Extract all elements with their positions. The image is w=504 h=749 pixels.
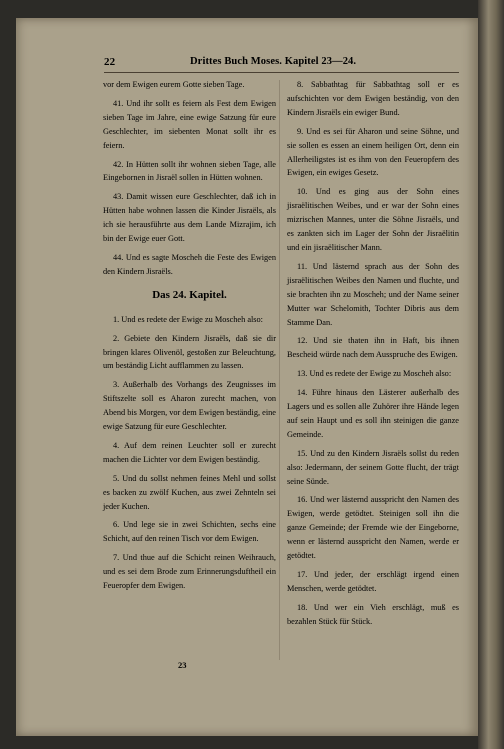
left-column [103, 78, 276, 598]
verse-paragraph: vor dem Ewigen eurem Gotte sieben Tage. [103, 80, 245, 89]
running-header [104, 56, 460, 76]
verse-paragraph: 43. Damit wissen eure Geschlechter, daß ich in Hütten habe wohnen lassen die Kinder Jisraëls, als ich sie herausführte aus dem Lande Mizrajim, ich bin der Ewige euer Gott. [103, 192, 276, 244]
verse-paragraph: 2. Gebiete den Kindern Jisraëls, daß sie dir bringen klares Olivenöl, gestoßen zur Beleuchtung, um beständig Licht aufflammen zu lassen. [103, 333, 276, 371]
verse-paragraph: 16. Und wer lästernd ausspricht den Namen des Ewigen, werde getödtet. Steinigen soll ihn die ganze Gemeinde; der Fremde wie der Eingeborne, wenn er lästernd ausspricht den Namen, werde er getödtet. [287, 495, 459, 561]
verse-paragraph: 4. Auf dem reinen Leuchter soll er zurecht machen die Lichter vor dem Ewigen beständig. [103, 440, 276, 464]
book-binding-edge [478, 0, 504, 749]
verse-paragraph: 42. In Hütten sollt ihr wohnen sieben Tage, alle Eingebornen in Jisraël sollen in Hütten wohnen. [103, 159, 276, 183]
verse-paragraph: 13. Und es redete der Ewige zu Moscheh also: [297, 369, 452, 379]
verse-paragraph: 41. Und ihr sollt es feiern als Fest dem Ewigen sieben Tage im Jahre, eine ewige Satzung für eure Geschlechter, im siebenten Monat sollt ihr es feiern. [103, 98, 276, 150]
verse-paragraph: 44. Und es sagte Moscheh die Feste des Ewigen den Kindern Jisraëls. [103, 252, 276, 276]
verse-paragraph: 15. Und zu den Kindern Jisraëls sollst du reden also: Jedermann, der seinem Gotte flucht, der trägt seine Sünde. [287, 448, 459, 486]
chapter-heading: Das 24. Kapitel. [152, 288, 227, 301]
column-divider [279, 80, 280, 660]
header-rule [104, 72, 459, 73]
verse-paragraph: 8. Sabbathtag für Sabbathtag soll er es aufschichten vor dem Ewigen beständig, von den Kindern Jisraëls ein ewiger Bund. [287, 80, 459, 117]
verse-paragraph: 6. Und lege sie in zwei Schichten, sechs eine Schicht, auf den reinen Tisch vor dem Ewigen. [103, 520, 276, 544]
page-number: 23 [178, 660, 187, 670]
verse-paragraph: 12. Und sie thaten ihn in Haft, bis ihnen Bescheid würde nach dem Ausspruche des Ewigen. [287, 336, 459, 360]
verse-paragraph: 18. Und wer ein Vieh erschlägt, muß es bezahlen Stück für Stück. [287, 602, 459, 626]
verse-paragraph: 10. Und es ging aus der Sohn eines jisraëlitischen Weibes, und er war der Sohn eines mizrischen Mannes, unter die Söhne Jisraëls, und es zankten sich im Lager der Sohn der Jisraëlitin und ein jisraëlitischer Mann. [287, 187, 459, 252]
verse-paragraph: 11. Und lästernd sprach aus der Sohn des jisraëlitischen Weibes den Namen und fluchte, und sie brachten ihn zu Moscheh; und der Name seiner Mutter war Schelomith, Tochter Dibris aus dem Stamme Dan. [287, 261, 459, 327]
verse-paragraph: 7. Und thue auf die Schicht reinen Weihrauch, und es sei dem Brode zum Erinnerungsduftheil ein Feueropfer dem Ewigen. [103, 553, 276, 591]
verse-paragraph: 1. Und es redete der Ewige zu Moscheh also: [113, 314, 263, 324]
running-title: Drittes Buch Moses. Kapitel 23—24. [190, 56, 357, 67]
verse-paragraph: 14. Führe hinaus den Lästerer außerhalb des Lagers und es sollen alle Zuhörer ihre Hände legen auf sein Haupt und es soll ihn steinigen die ganze Gemeinde. [287, 388, 459, 439]
verse-paragraph: 5. Und du sollst nehmen feines Mehl und sollst es backen zu zwölf Kuchen, aus zwei Zehnteln sei jeder Kuchen. [103, 473, 276, 511]
right-column [287, 78, 459, 634]
verse-paragraph: 9. Und es sei für Aharon und seine Söhne, und sie sollen es essen an einem heiligen Ort, denn ein Allerheiligstes ist es ihm von den Feueropfern des Ewigen, ein ewiges Gesetz. [287, 126, 459, 178]
header-page-marker: 22 [104, 56, 116, 68]
verse-paragraph: 17. Und jeder, der erschlägt irgend einen Menschen, werde getödtet. [287, 570, 459, 593]
verse-paragraph: 3. Außerhalb des Vorhangs des Zeugnisses im Stiftszelte soll es Aharon zurecht machen, von Abend bis Morgen, vor dem Ewigen beständig, eine ewige Satzung für eure Geschlechter. [103, 380, 276, 432]
